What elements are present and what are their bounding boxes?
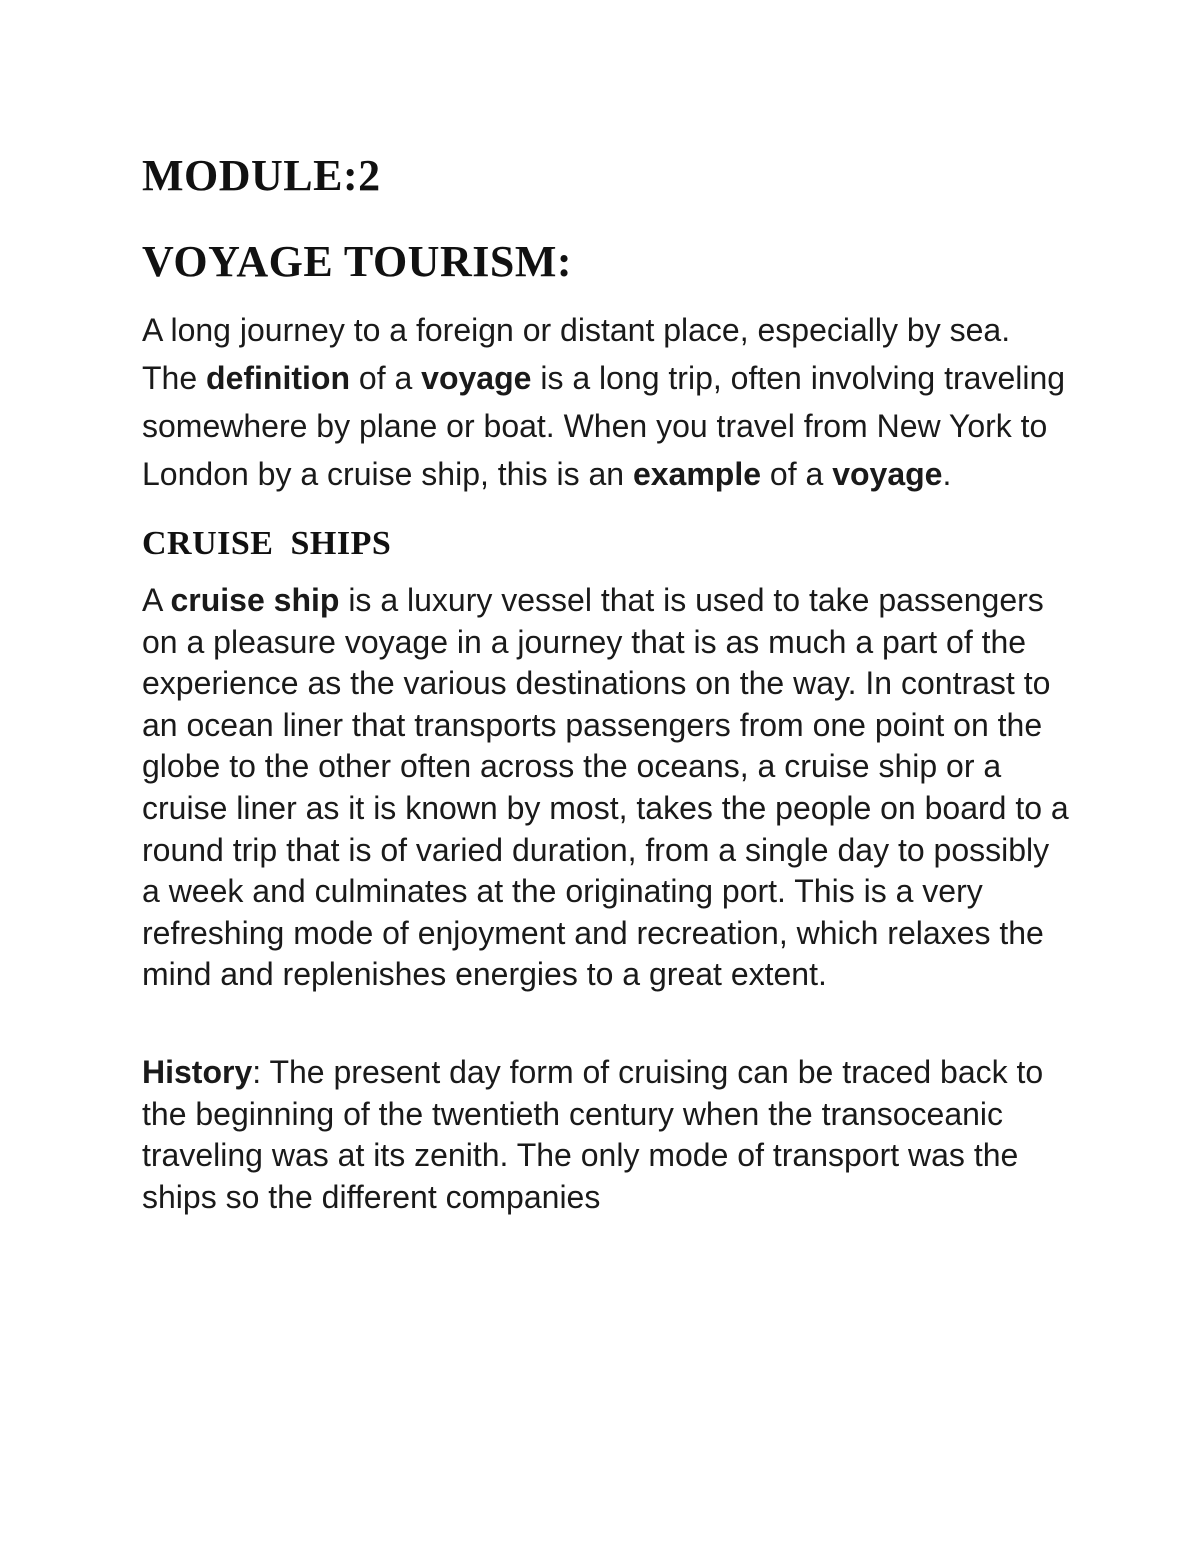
bold-term-voyage: voyage xyxy=(421,360,532,396)
bold-term-history: History xyxy=(142,1053,253,1090)
voyage-definition-paragraph xyxy=(142,306,1072,498)
module-heading: MODULE:2 xyxy=(142,151,381,200)
text-run: . xyxy=(942,456,952,492)
text-run: of a xyxy=(761,456,833,492)
text-run: is a long trip, often involving traveling somewhere by plane or boat. When you travel from New York to London by a cruise ship, this is an xyxy=(142,360,1066,492)
bold-term-definition: definition xyxy=(206,360,350,396)
text-run: A xyxy=(142,582,171,618)
cruise-ships-heading: CRUISE SHIPS xyxy=(142,525,392,562)
text-run: is a luxury vessel that is used to take passengers on a pleasure voyage in a journey that is as much a part of the experience as the various destinations on the way. In contrast to an ocean liner that transports passengers from one point on the globe to the other often across the oceans, a cruise ship or a cruise liner as it is known by most, takes the people on board to a round trip that is of varied duration, from a single day to possibly a week and culminates at the originating port. This is a very refreshing mode of enjoyment and recreation, which relaxes the mind and replenishes energies to a great extent. xyxy=(142,582,1069,993)
text-run: : The present day form of cruising can be traced back to the beginning of the twentieth century when the transoceanic traveling was at its zenith. The only mode of transport was the ships so the different companies xyxy=(142,1053,1044,1215)
bold-term-example: example xyxy=(632,456,762,492)
bold-term-voyage: voyage xyxy=(832,456,943,492)
history-paragraph xyxy=(142,1052,1072,1218)
bold-term-cruise-ship: cruise ship xyxy=(170,582,340,618)
text-run: A long journey to a foreign or distant place, especially by sea. The xyxy=(142,312,1011,396)
page-content xyxy=(142,148,1072,1218)
text-run: of a xyxy=(350,360,422,396)
section-heading: VOYAGE TOURISM: xyxy=(142,237,573,286)
cruise-ship-paragraph xyxy=(142,580,1072,996)
